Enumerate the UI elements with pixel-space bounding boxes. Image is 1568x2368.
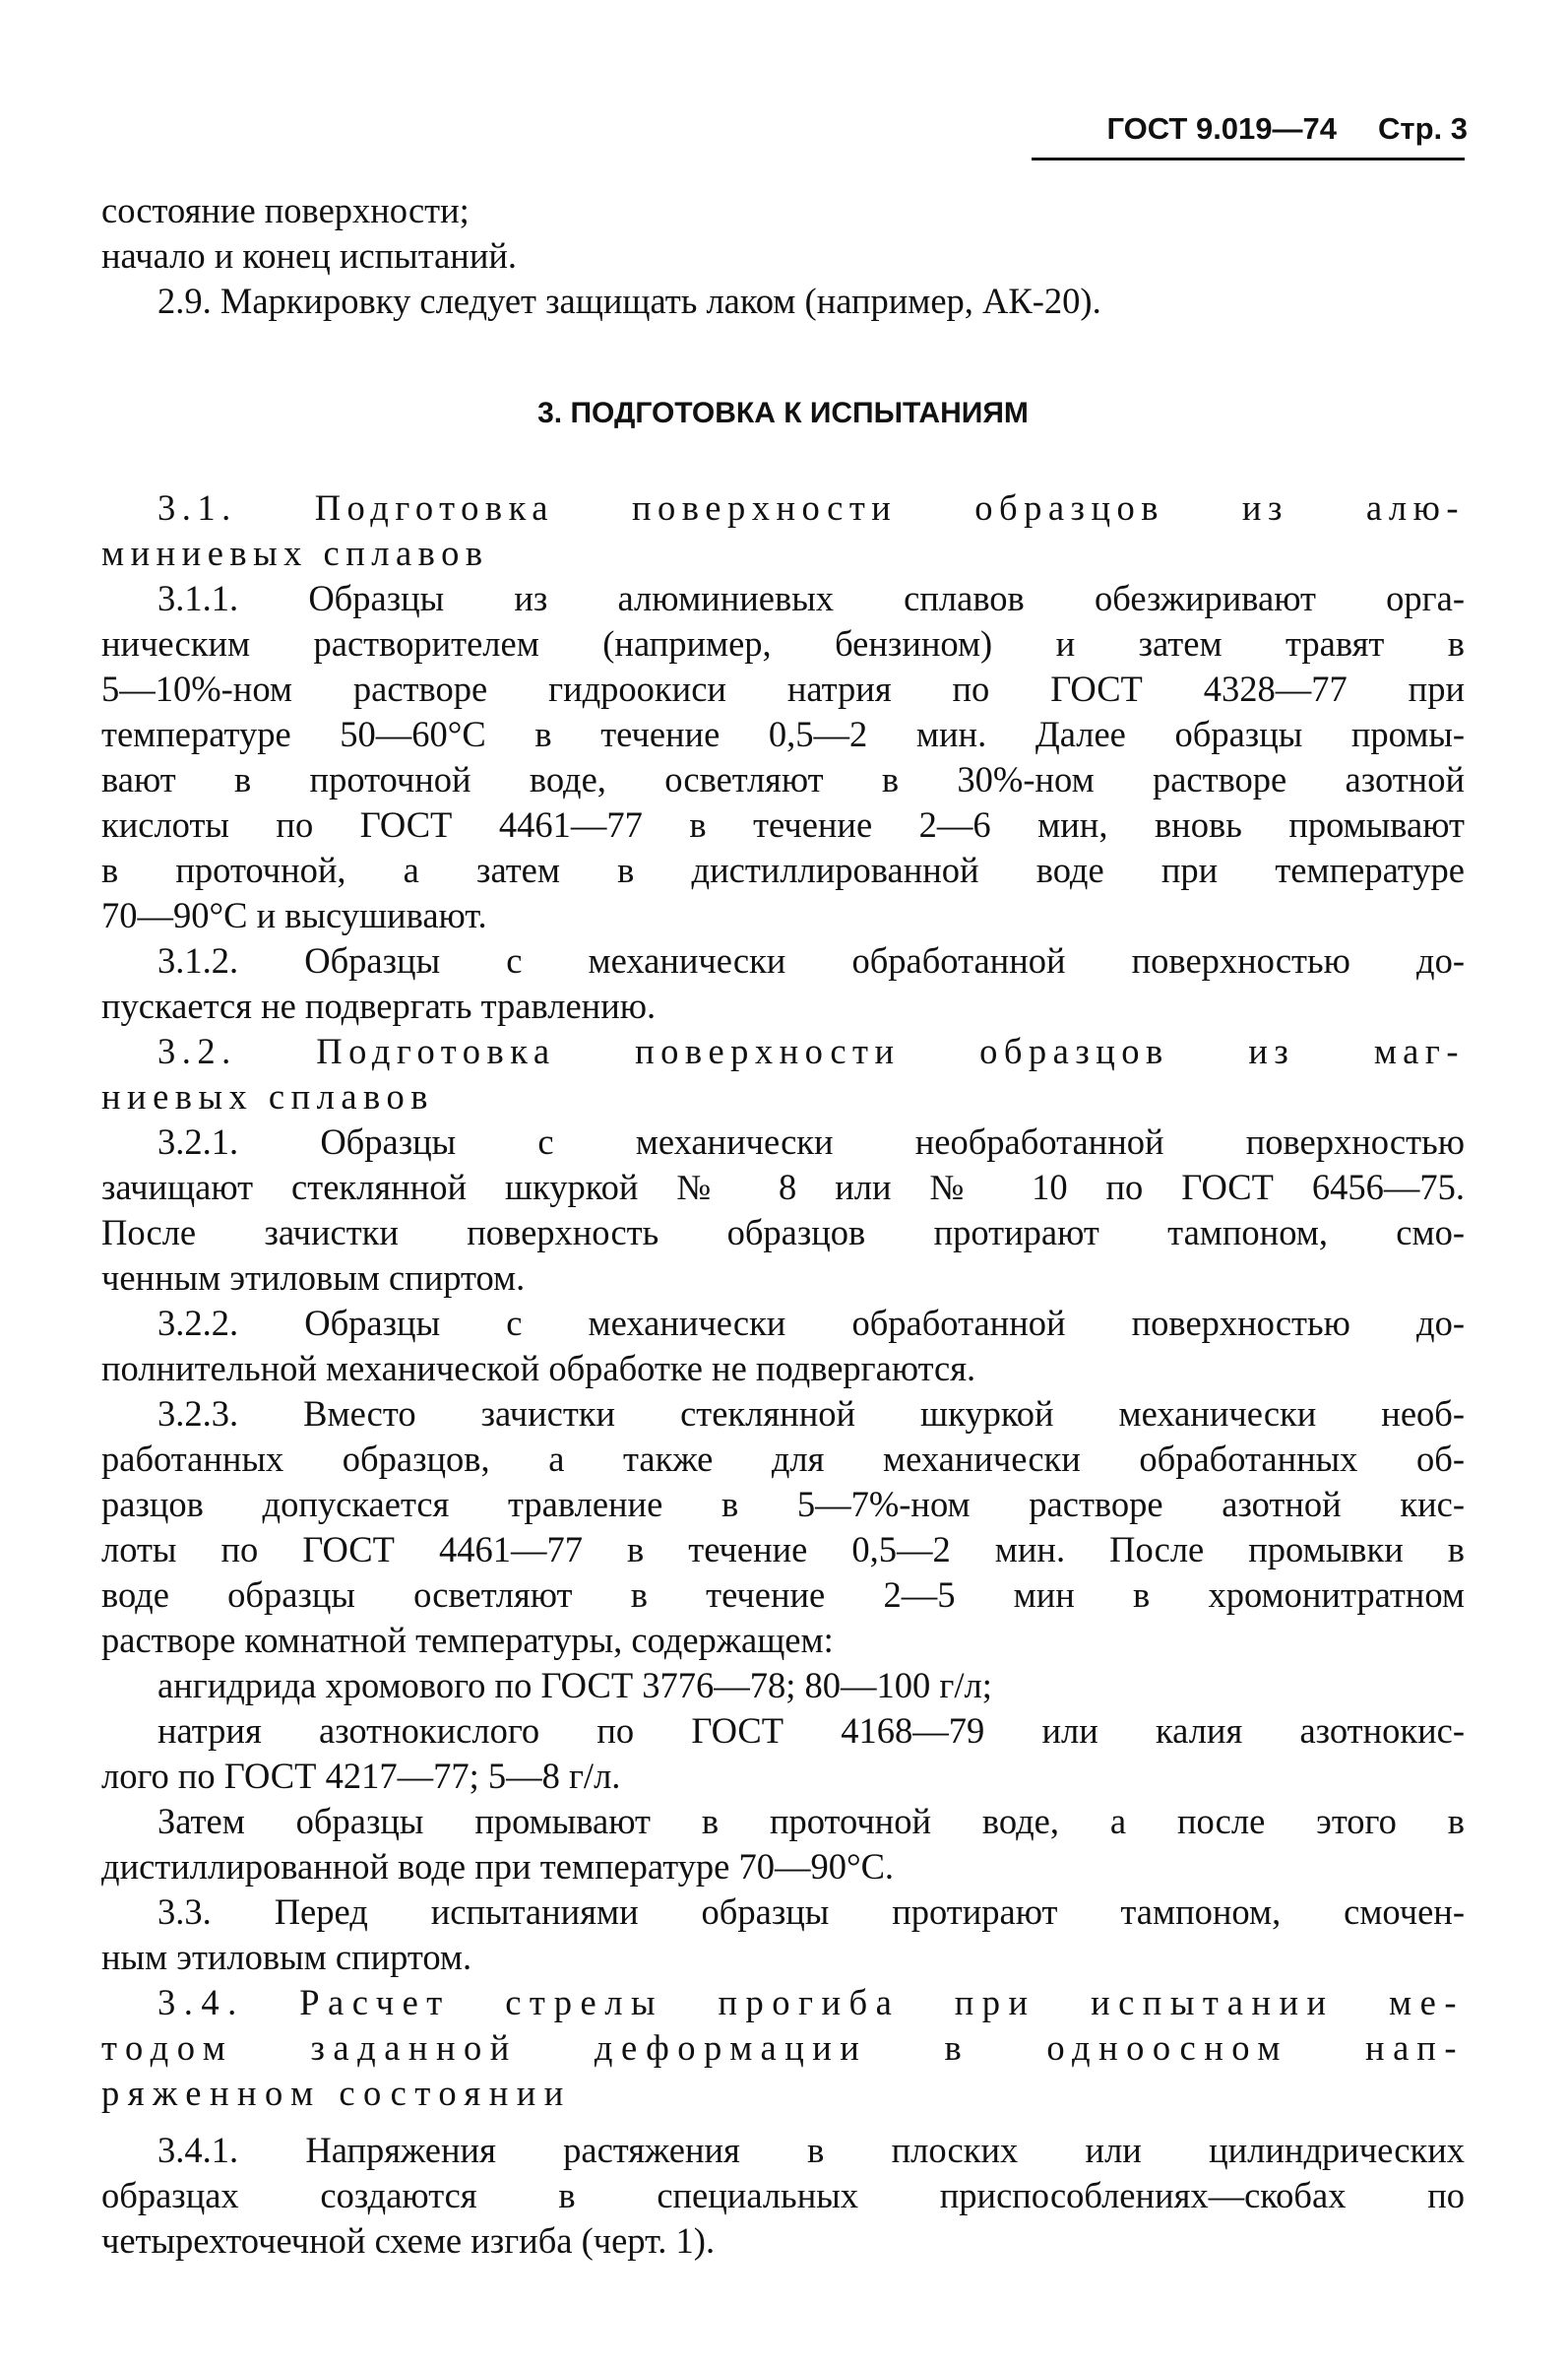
text-line: в проточной, а затем в дистиллированной воде при температуре: [101, 850, 1465, 890]
subsection-heading: ниевых сплавов: [101, 1076, 435, 1117]
text-line: 3.2.2. Образцы с механически обработанной поверхностью до-: [157, 1303, 1465, 1343]
standard-number: ГОСТ 9.019—74: [1106, 111, 1338, 146]
text-line: 5—10%-ном растворе гидроокиси натрия по ГОСТ 4328—77 при: [101, 669, 1465, 709]
text-line: 3.2.3. Вместо зачистки стеклянной шкуркой механически необ-: [157, 1393, 1465, 1434]
text-line: 3.1.2. Образцы с механически обработанной поверхностью до-: [157, 940, 1465, 981]
text-line: Затем образцы промывают в проточной воде, а после этого в: [157, 1801, 1465, 1841]
text-line: 3.3. Перед испытаниями образцы протирают тампоном, смочен-: [157, 1891, 1465, 1932]
subsection-heading: 3.4. Расчет стрелы прогиба при испытании ме-: [157, 1982, 1465, 2022]
subsection-heading: 3.2. Подготовка поверхности образцов из маг-: [157, 1031, 1465, 1071]
text-line: ническим растворителем (например, бензином) и затем травят в: [101, 623, 1465, 664]
text-line: образцах создаются в специальных приспособлениях—скобах по: [101, 2175, 1465, 2215]
page-number: Стр. 3: [1378, 111, 1468, 146]
text-line: кислоты по ГОСТ 4461—77 в течение 2—6 мин, вновь промывают: [101, 804, 1465, 845]
text-line: 3.1.1. Образцы из алюминиевых сплавов обезжиривают орга-: [157, 578, 1465, 618]
page-header: [989, 106, 1468, 152]
text-line: состояние поверхности;: [101, 190, 470, 230]
text-line: 3.4.1. Напряжения растяжения в плоских или цилиндрических: [157, 2130, 1465, 2170]
subsection-heading: ряженном состоянии: [101, 2073, 572, 2113]
text-line: воде образцы осветляют в течение 2—5 мин в хромонитратном: [101, 1574, 1465, 1615]
text-line: лоты по ГОСТ 4461—77 в течение 0,5—2 мин. После промывки в: [101, 1529, 1465, 1569]
formula-component-line: натрия азотнокислого по ГОСТ 4168—79 или калия азотнокис-: [157, 1710, 1465, 1751]
header-rule: [1032, 158, 1465, 160]
text-line: лого по ГОСТ 4217—77; 5—8 г/л.: [101, 1756, 621, 1796]
subsection-heading: 3.1. Подготовка поверхности образцов из алю-: [157, 487, 1465, 528]
subsection-heading: миниевых сплавов: [101, 533, 489, 573]
subsection-heading: тодом заданной деформации в одноосном нап-: [101, 2027, 1465, 2068]
formula-component-line: ангидрида хромового по ГОСТ 3776—78; 80—100 г/л;: [157, 1665, 992, 1705]
text-line: вают в проточной воде, осветляют в 30%-ном растворе азотной: [101, 759, 1465, 800]
text-line: зачищают стеклянной шкуркой № 8 или № 10 по ГОСТ 6456—75.: [101, 1167, 1465, 1207]
text-line: разцов допускается травление в 5—7%-ном растворе азотной кис-: [101, 1484, 1465, 1524]
text-line: После зачистки поверхность образцов протирают тампоном, смо-: [101, 1212, 1465, 1252]
text-line: полнительной механической обработке не подвергаются.: [101, 1348, 976, 1388]
text-line: 70—90°С и высушивают.: [101, 895, 487, 935]
text-line: пускается не подвергать травлению.: [101, 986, 657, 1026]
section-title: 3. ПОДГОТОВКА К ИСПЫТАНИЯМ: [537, 397, 1029, 429]
text-line: работанных образцов, а также для механически обработанных об-: [101, 1439, 1465, 1479]
text-line: дистиллированной воде при температуре 70—90°С.: [101, 1846, 895, 1887]
text-line: 3.2.1. Образцы с механически необработанной поверхностью: [157, 1121, 1465, 1162]
text-line: ным этиловым спиртом.: [101, 1937, 472, 1977]
text-line: начало и конец испытаний.: [101, 235, 518, 276]
text-line: растворе комнатной температуры, содержащем:: [101, 1620, 834, 1660]
text-line: четырехточечной схеме изгиба (черт. 1).: [101, 2220, 716, 2261]
text-line: ченным этиловым спиртом.: [101, 1257, 526, 1298]
text-line: 2.9. Маркировку следует защищать лаком (например, АК-20).: [157, 281, 1101, 321]
text-line: температуре 50—60°С в течение 0,5—2 мин. Далее образцы промы-: [101, 714, 1465, 754]
